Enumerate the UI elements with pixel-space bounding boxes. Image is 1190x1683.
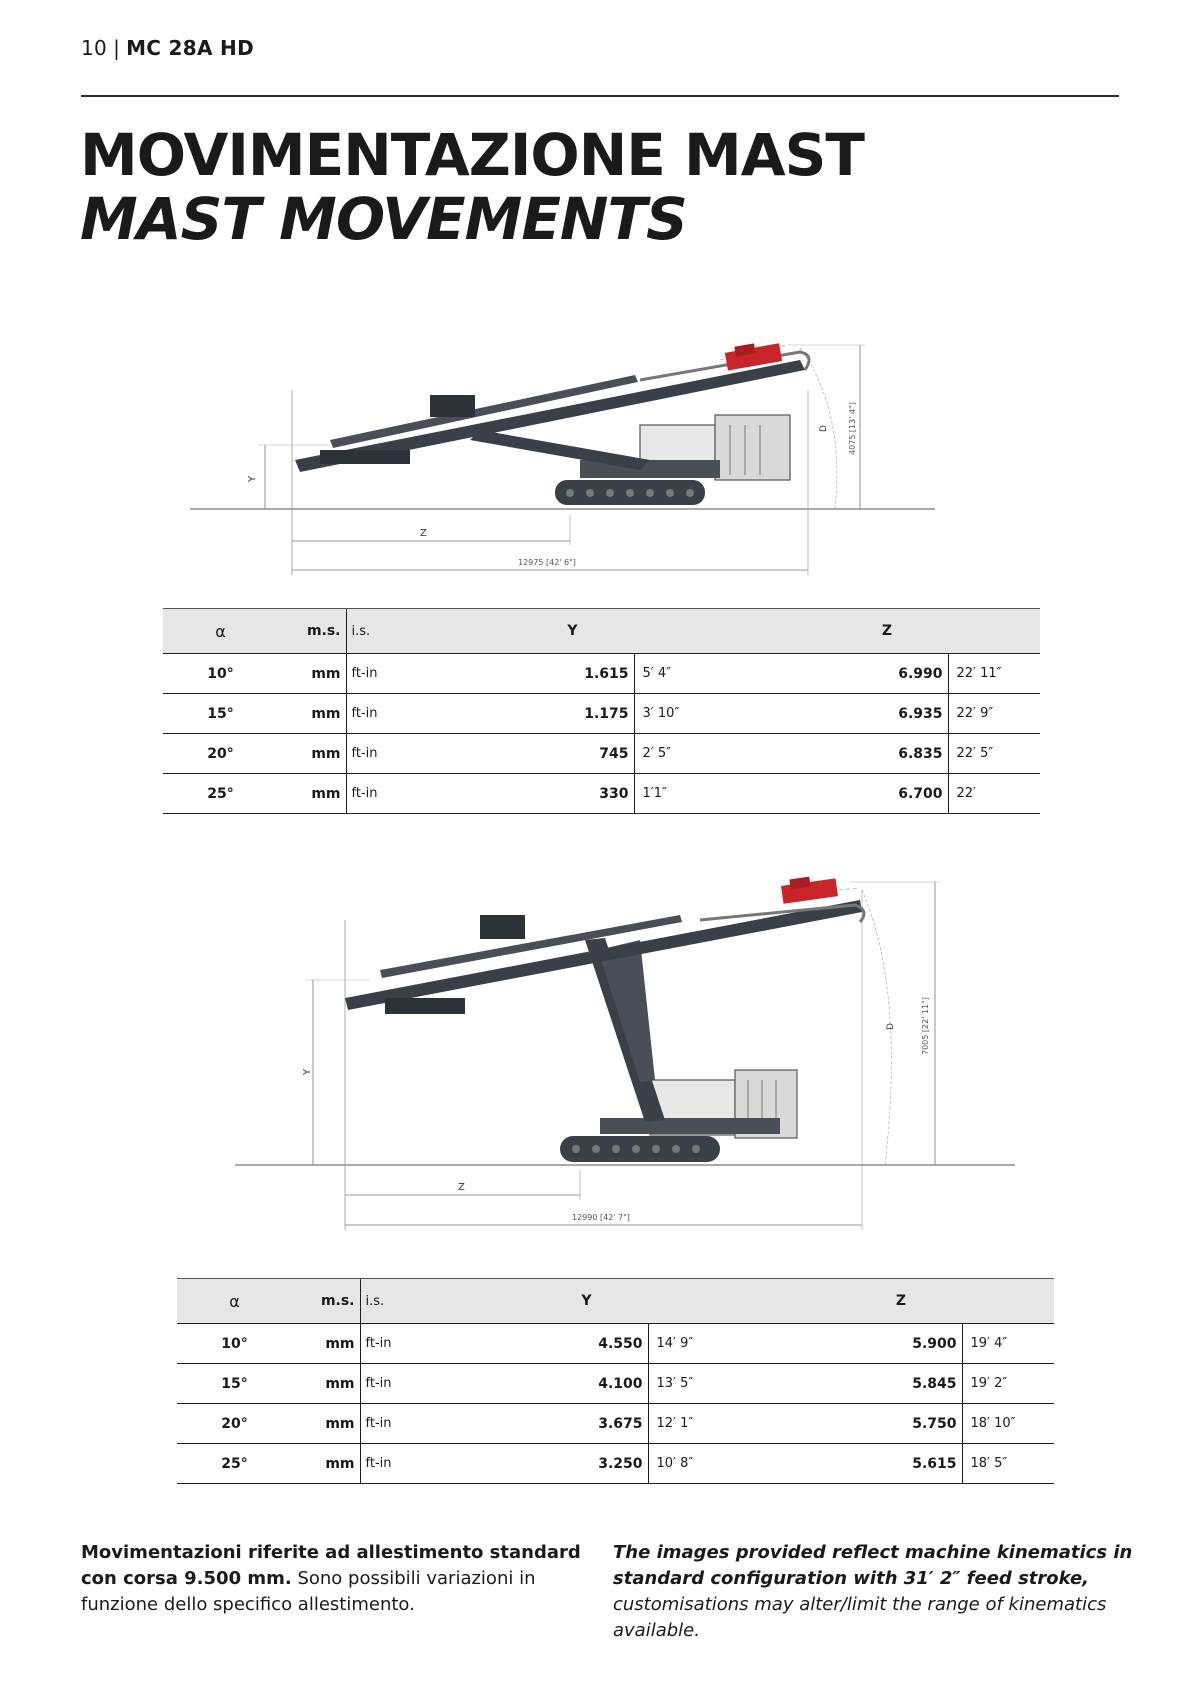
power-pack bbox=[715, 415, 790, 480]
note-italian bbox=[81, 1540, 601, 1618]
cell-z-ft: 22′ 11″ bbox=[948, 654, 1040, 694]
cell-y-mm: 3.250 bbox=[425, 1444, 648, 1484]
cell-ms: mm bbox=[292, 1324, 360, 1364]
cell-z-mm: 6.990 bbox=[734, 654, 948, 694]
y-label: Y bbox=[302, 1068, 313, 1075]
cell-y-mm: 4.550 bbox=[425, 1324, 648, 1364]
header-ms: m.s. bbox=[292, 1279, 360, 1324]
cell-ms: mm bbox=[292, 1364, 360, 1404]
cell-y-ft: 12′ 1″ bbox=[648, 1404, 748, 1444]
cell-y-mm: 3.675 bbox=[425, 1404, 648, 1444]
cell-ms: mm bbox=[278, 774, 346, 814]
y-label: Y bbox=[247, 475, 258, 482]
rod-handler bbox=[385, 998, 465, 1014]
header-z: Z bbox=[734, 609, 1040, 654]
model-name: MC 28A HD bbox=[126, 36, 254, 60]
cell-y-ft: 14′ 9″ bbox=[648, 1324, 748, 1364]
cell-z-ft: 22′ bbox=[948, 774, 1040, 814]
cell-ms: mm bbox=[278, 694, 346, 734]
cell-alpha: 15° bbox=[163, 694, 278, 734]
table-row bbox=[163, 734, 1040, 774]
page-title-english: MAST MOVEMENTS bbox=[80, 185, 687, 253]
rod-handler bbox=[320, 450, 410, 464]
note-italian-regular: Sono possibili variazioni in funzione dello specifico allestimento. bbox=[81, 1568, 536, 1615]
cell-y-mm: 745 bbox=[411, 734, 634, 774]
header-y: Y bbox=[411, 609, 734, 654]
header-rule bbox=[81, 95, 1119, 97]
cell-alpha: 20° bbox=[177, 1404, 292, 1444]
cell-z-ft: 18′ 5″ bbox=[962, 1444, 1054, 1484]
cell-ms: mm bbox=[292, 1404, 360, 1444]
note-english bbox=[613, 1540, 1133, 1644]
cell-is: ft-in bbox=[346, 694, 411, 734]
cell-z-mm: 6.835 bbox=[734, 734, 948, 774]
cell-y-mm: 4.100 bbox=[425, 1364, 648, 1404]
cell-y-ft: 10′ 8″ bbox=[648, 1444, 748, 1484]
cell-y-ft: 3′ 10″ bbox=[634, 694, 734, 734]
cell-z-ft: 18′ 10″ bbox=[962, 1404, 1054, 1444]
cell-z-mm: 6.700 bbox=[734, 774, 948, 814]
cell-z-mm: 6.935 bbox=[734, 694, 948, 734]
table-header-row bbox=[163, 609, 1040, 654]
header-is: i.s. bbox=[360, 1279, 425, 1324]
movements-table-high bbox=[177, 1278, 1054, 1484]
centralizer bbox=[480, 915, 525, 939]
height-label: 7005 [22' 11"] bbox=[921, 997, 930, 1055]
d-label: D bbox=[819, 425, 829, 432]
z-label: Z bbox=[458, 1182, 465, 1193]
cell-y-mm: 1.615 bbox=[411, 654, 634, 694]
note-italian-bold: Movimentazioni riferite ad allestimento standard con corsa 9.500 mm. bbox=[81, 1542, 581, 1589]
cell-alpha: 10° bbox=[177, 1324, 292, 1364]
cell-z-ft: 22′ 5″ bbox=[948, 734, 1040, 774]
cell-y-mm: 330 bbox=[411, 774, 634, 814]
cell-is: ft-in bbox=[346, 774, 411, 814]
cell-z-mm: 5.750 bbox=[748, 1404, 962, 1444]
table-row bbox=[177, 1404, 1054, 1444]
centralizer bbox=[430, 395, 475, 417]
table-row bbox=[163, 774, 1040, 814]
table-row bbox=[177, 1444, 1054, 1484]
table-row bbox=[163, 694, 1040, 734]
cell-alpha: 20° bbox=[163, 734, 278, 774]
header-is: i.s. bbox=[346, 609, 411, 654]
cell-y-ft: 5′ 4″ bbox=[634, 654, 734, 694]
boom-arm bbox=[470, 430, 650, 470]
cell-alpha: 25° bbox=[163, 774, 278, 814]
cell-alpha: 10° bbox=[163, 654, 278, 694]
z-label: Z bbox=[420, 528, 427, 539]
table-header-row bbox=[177, 1279, 1054, 1324]
cell-ms: mm bbox=[278, 734, 346, 774]
cell-is: ft-in bbox=[360, 1444, 425, 1484]
cell-is: ft-in bbox=[360, 1404, 425, 1444]
page-number: 10 bbox=[81, 36, 108, 60]
note-english-regular: customisations may alter/limit the range of kinematics available. bbox=[613, 1594, 1107, 1641]
cell-y-mm: 1.175 bbox=[411, 694, 634, 734]
cell-alpha: 15° bbox=[177, 1364, 292, 1404]
cell-z-ft: 22′ 9″ bbox=[948, 694, 1040, 734]
cell-is: ft-in bbox=[346, 734, 411, 774]
cell-is: ft-in bbox=[360, 1324, 425, 1364]
length-label: 12975 [42' 6"] bbox=[518, 558, 576, 567]
table-row bbox=[177, 1364, 1054, 1404]
cell-is: ft-in bbox=[360, 1364, 425, 1404]
header-z: Z bbox=[748, 1279, 1054, 1324]
header-ms: m.s. bbox=[278, 609, 346, 654]
cell-ms: mm bbox=[292, 1444, 360, 1484]
cell-z-ft: 19′ 4″ bbox=[962, 1324, 1054, 1364]
header-alpha: α bbox=[163, 609, 278, 654]
cell-y-ft: 2′ 5″ bbox=[634, 734, 734, 774]
cell-z-mm: 5.615 bbox=[748, 1444, 962, 1484]
table-row bbox=[163, 654, 1040, 694]
page-title-italian: MOVIMENTAZIONE MAST bbox=[80, 121, 864, 189]
note-english-bold: The images provided reflect machine kinematics in standard configuration with 31′ 2″ feed stroke, bbox=[613, 1542, 1133, 1589]
cell-y-ft: 13′ 5″ bbox=[648, 1364, 748, 1404]
cell-z-mm: 5.845 bbox=[748, 1364, 962, 1404]
header-alpha: α bbox=[177, 1279, 292, 1324]
height-label: 4075 [13' 4"] bbox=[848, 402, 857, 455]
cell-z-mm: 5.900 bbox=[748, 1324, 962, 1364]
length-label: 12990 [42' 7"] bbox=[572, 1213, 630, 1222]
cell-ms: mm bbox=[278, 654, 346, 694]
mast-diagram-high bbox=[0, 870, 1190, 1240]
page-header bbox=[81, 36, 254, 60]
cell-y-ft: 1′1″ bbox=[634, 774, 734, 814]
cell-is: ft-in bbox=[346, 654, 411, 694]
header-y: Y bbox=[425, 1279, 748, 1324]
header-separator: | bbox=[113, 36, 121, 60]
d-label: D bbox=[886, 1023, 896, 1030]
cell-alpha: 25° bbox=[177, 1444, 292, 1484]
movements-table-low bbox=[163, 608, 1040, 814]
table-row bbox=[177, 1324, 1054, 1364]
mast-diagram-low bbox=[0, 330, 1190, 580]
cell-z-ft: 19′ 2″ bbox=[962, 1364, 1054, 1404]
